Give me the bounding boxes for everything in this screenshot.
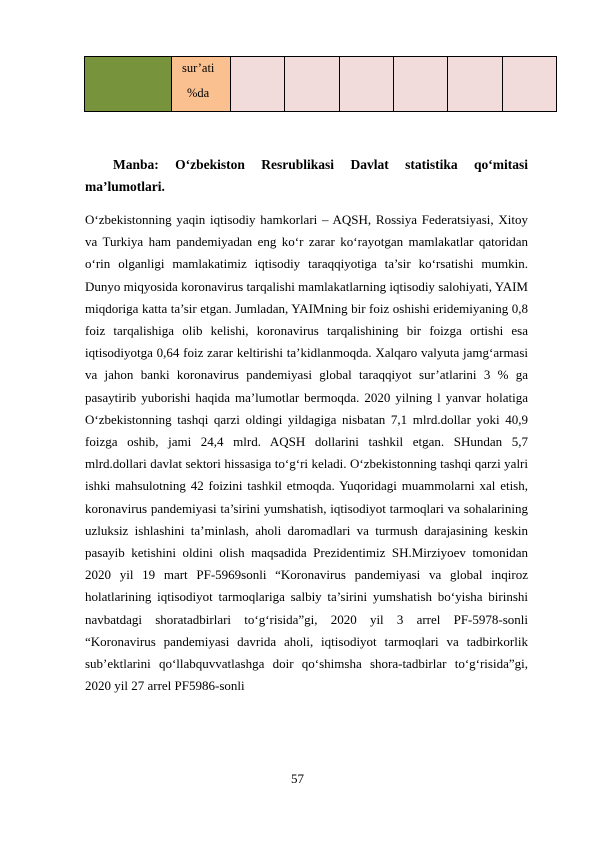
cell-label-line1: sur’ati bbox=[182, 61, 215, 75]
table-cell-empty bbox=[448, 57, 502, 112]
body-paragraph: O‘zbekistonning yaqin iqtisodiy hamkorlari – AQSH, Rossiya Federatsiyasi, Xitoy va Turkiya ham pandemiyadan eng ko‘r zarar ko‘rayotgan mamlakatlar qatoridan o‘rin olganligi mamlakatimiz iqtisodiy taraqqiyotiga ta’sir ko‘rsatishi mumkin. Dunyo miqyosida koronavirus tarqalishi mamlakatlarning iqtisodiy salohiyati, YAIM miqdoriga katta ta’sir etgan. Jumladan, YAIMning bir foiz oshishi eridemiyaning 0,8 foiz tarqalishiga olib kelishi, koronavirus tarqalishining bir foizga ortishi esa iqtisodiyotga 0,64 foiz zarar keltirishi ta’kidlanmoqda. Xalqaro valyuta jamg‘armasi va jahon banki koronavirus pandemiyasi global taraqqiyot sur’atlarini 3 % ga pasaytirib yuborishi haqida ma’lumotlar bermoqda. 2020 yilning l yanvar holatiga O‘zbekistonning tashqi qarzi oldingi yildagiga nisbatan 7,1 mlrd.dollar yoki 40,9 foizga oshib, jami 24,4 mlrd. AQSH dollarini tashkil etgan. SHundan 5,7 mlrd.dollari davlat sektori hissasiga to‘g‘ri keladi. O‘zbekistonning tashqi qarzi yalri ishki mahsulotning 42 foizini tashkil etmoqda. Yuqoridagi muammolarni xal etish, koronavirus pandemiyasi ta’sirini yumshatish, iqtisodiyot tarmoqlari va sohalarining uzluksiz ishlashini ta’minlash, aholi daromadlari va turmush darajasining keskin pasayib ketishini oldini olish maqsadida Prezidentimiz SH.Mirziyoev tomonidan 2020 yil 19 mart PF-5969sonli “Koronavirus pandemiyasi va global inqiroz holatlarining iqtisodiyot tarmoqlariga salbiy ta’sirini yumshatish bo‘yisha birinshi navbatdagi shoratadbirlari to‘g‘risida”gi, 2020 yil 3 arrel PF-5978-sonli “Koronavirus pandemiyasi davrida aholi, iqtisodiyot tarmoqlari va tadbirkorlik sub’ektlarini qo‘llabquvvatlashga doir qo‘shimsha shora-tadbirlar to‘g‘risida”gi, 2020 yil 27 arrel PF5986-sonli bbox=[85, 212, 528, 694]
table-cell-empty bbox=[393, 57, 447, 112]
page-number: 57 bbox=[291, 771, 304, 786]
table-cell-empty bbox=[231, 57, 285, 112]
cell-label-line2: %da bbox=[187, 86, 210, 100]
table-cell-empty bbox=[285, 57, 339, 112]
source-note: Manba: O‘zbekiston Resrublikasi Davlat statistika qo‘mitasi ma’lumotlari. bbox=[85, 157, 528, 194]
table-cell-label bbox=[172, 57, 231, 112]
table-cell-green bbox=[85, 57, 172, 112]
table-row bbox=[85, 57, 557, 112]
table-cell-empty bbox=[339, 57, 393, 112]
table-cell-empty bbox=[502, 57, 556, 112]
data-table-fragment bbox=[84, 56, 557, 112]
